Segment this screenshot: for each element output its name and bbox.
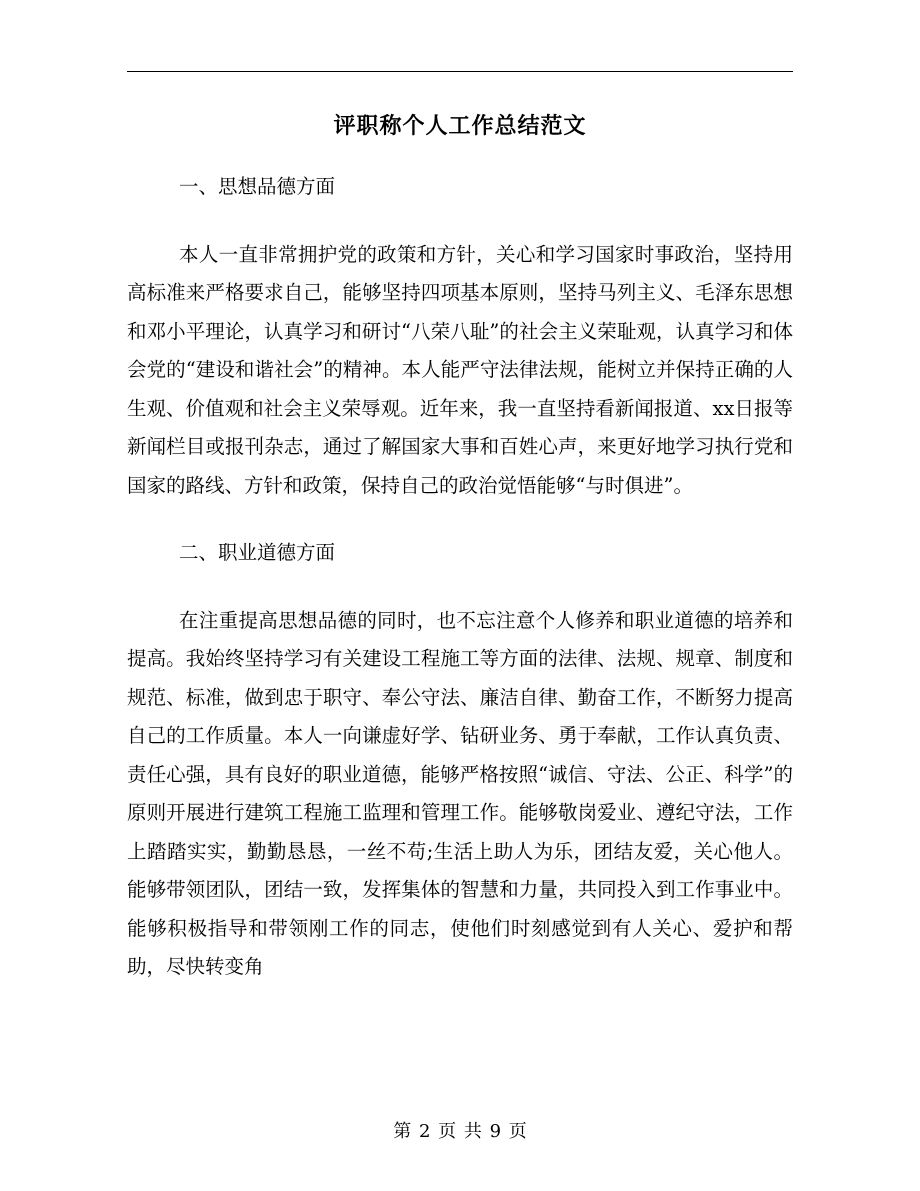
spacer	[127, 505, 793, 534]
spacer	[127, 207, 793, 236]
document-title: 评职称个人工作总结范文	[333, 113, 587, 139]
page-number: 第 2 页 共 9 页	[393, 1121, 527, 1142]
document-body	[127, 168, 793, 987]
section-paragraph-ideology: 本人一直非常拥护党的政策和方针，关心和学习国家时事政治，坚持用高标准来严格要求自己，能够坚持四项基本原则，坚持马列主义、毛泽东思想和邓小平理论，认真学习和研讨“八荣八耻”的社会主义荣耻观，认真学习和体会党的“建设和谐社会”的精神。本人能严守法律法规，能树立并保持正确的人生观、价值观和社会主义荣辱观。近年来，我一直坚持看新闻报道、xx日报等新闻栏目或报刊杂志，通过了解国家大事和百姓心声，来更好地学习执行党和国家的路线、方针和政策，保持自己的政治觉悟能够“与时俱进”。	[127, 242, 793, 497]
section-paragraph-ethics: 在注重提高思想品德的同时，也不忘注意个人修养和职业道德的培养和提高。我始终坚持学习有关建设工程施工等方面的法律、法规、规章、制度和规范、标准，做到忠于职守、奉公守法、廉洁自律、勤奋工作，不断努力提高自己的工作质量。本人一向谦虚好学、钻研业务、勇于奉献，工作认真负责、责任心强，具有良好的职业道德，能够严格按照“诚信、守法、公正、科学”的原则开展进行建筑工程施工监理和管理工作。能够敬岗爱业、遵纪守法，工作上踏踏实实，勤勤恳恳，一丝不苟;生活上助人为乐，团结友爱，关心他人。能够带领团队，团结一致，发挥集体的智慧和力量，共同投入到工作事业中。能够积极指导和带领刚工作的同志，使他们时刻感觉到有人关心、爱护和帮助，尽快转变角	[127, 608, 793, 978]
section-heading-ethics: 二、职业道德方面	[179, 541, 336, 564]
section-heading-ideology: 一、思想品德方面	[179, 175, 336, 198]
header-rule	[127, 71, 793, 72]
spacer	[127, 573, 793, 602]
